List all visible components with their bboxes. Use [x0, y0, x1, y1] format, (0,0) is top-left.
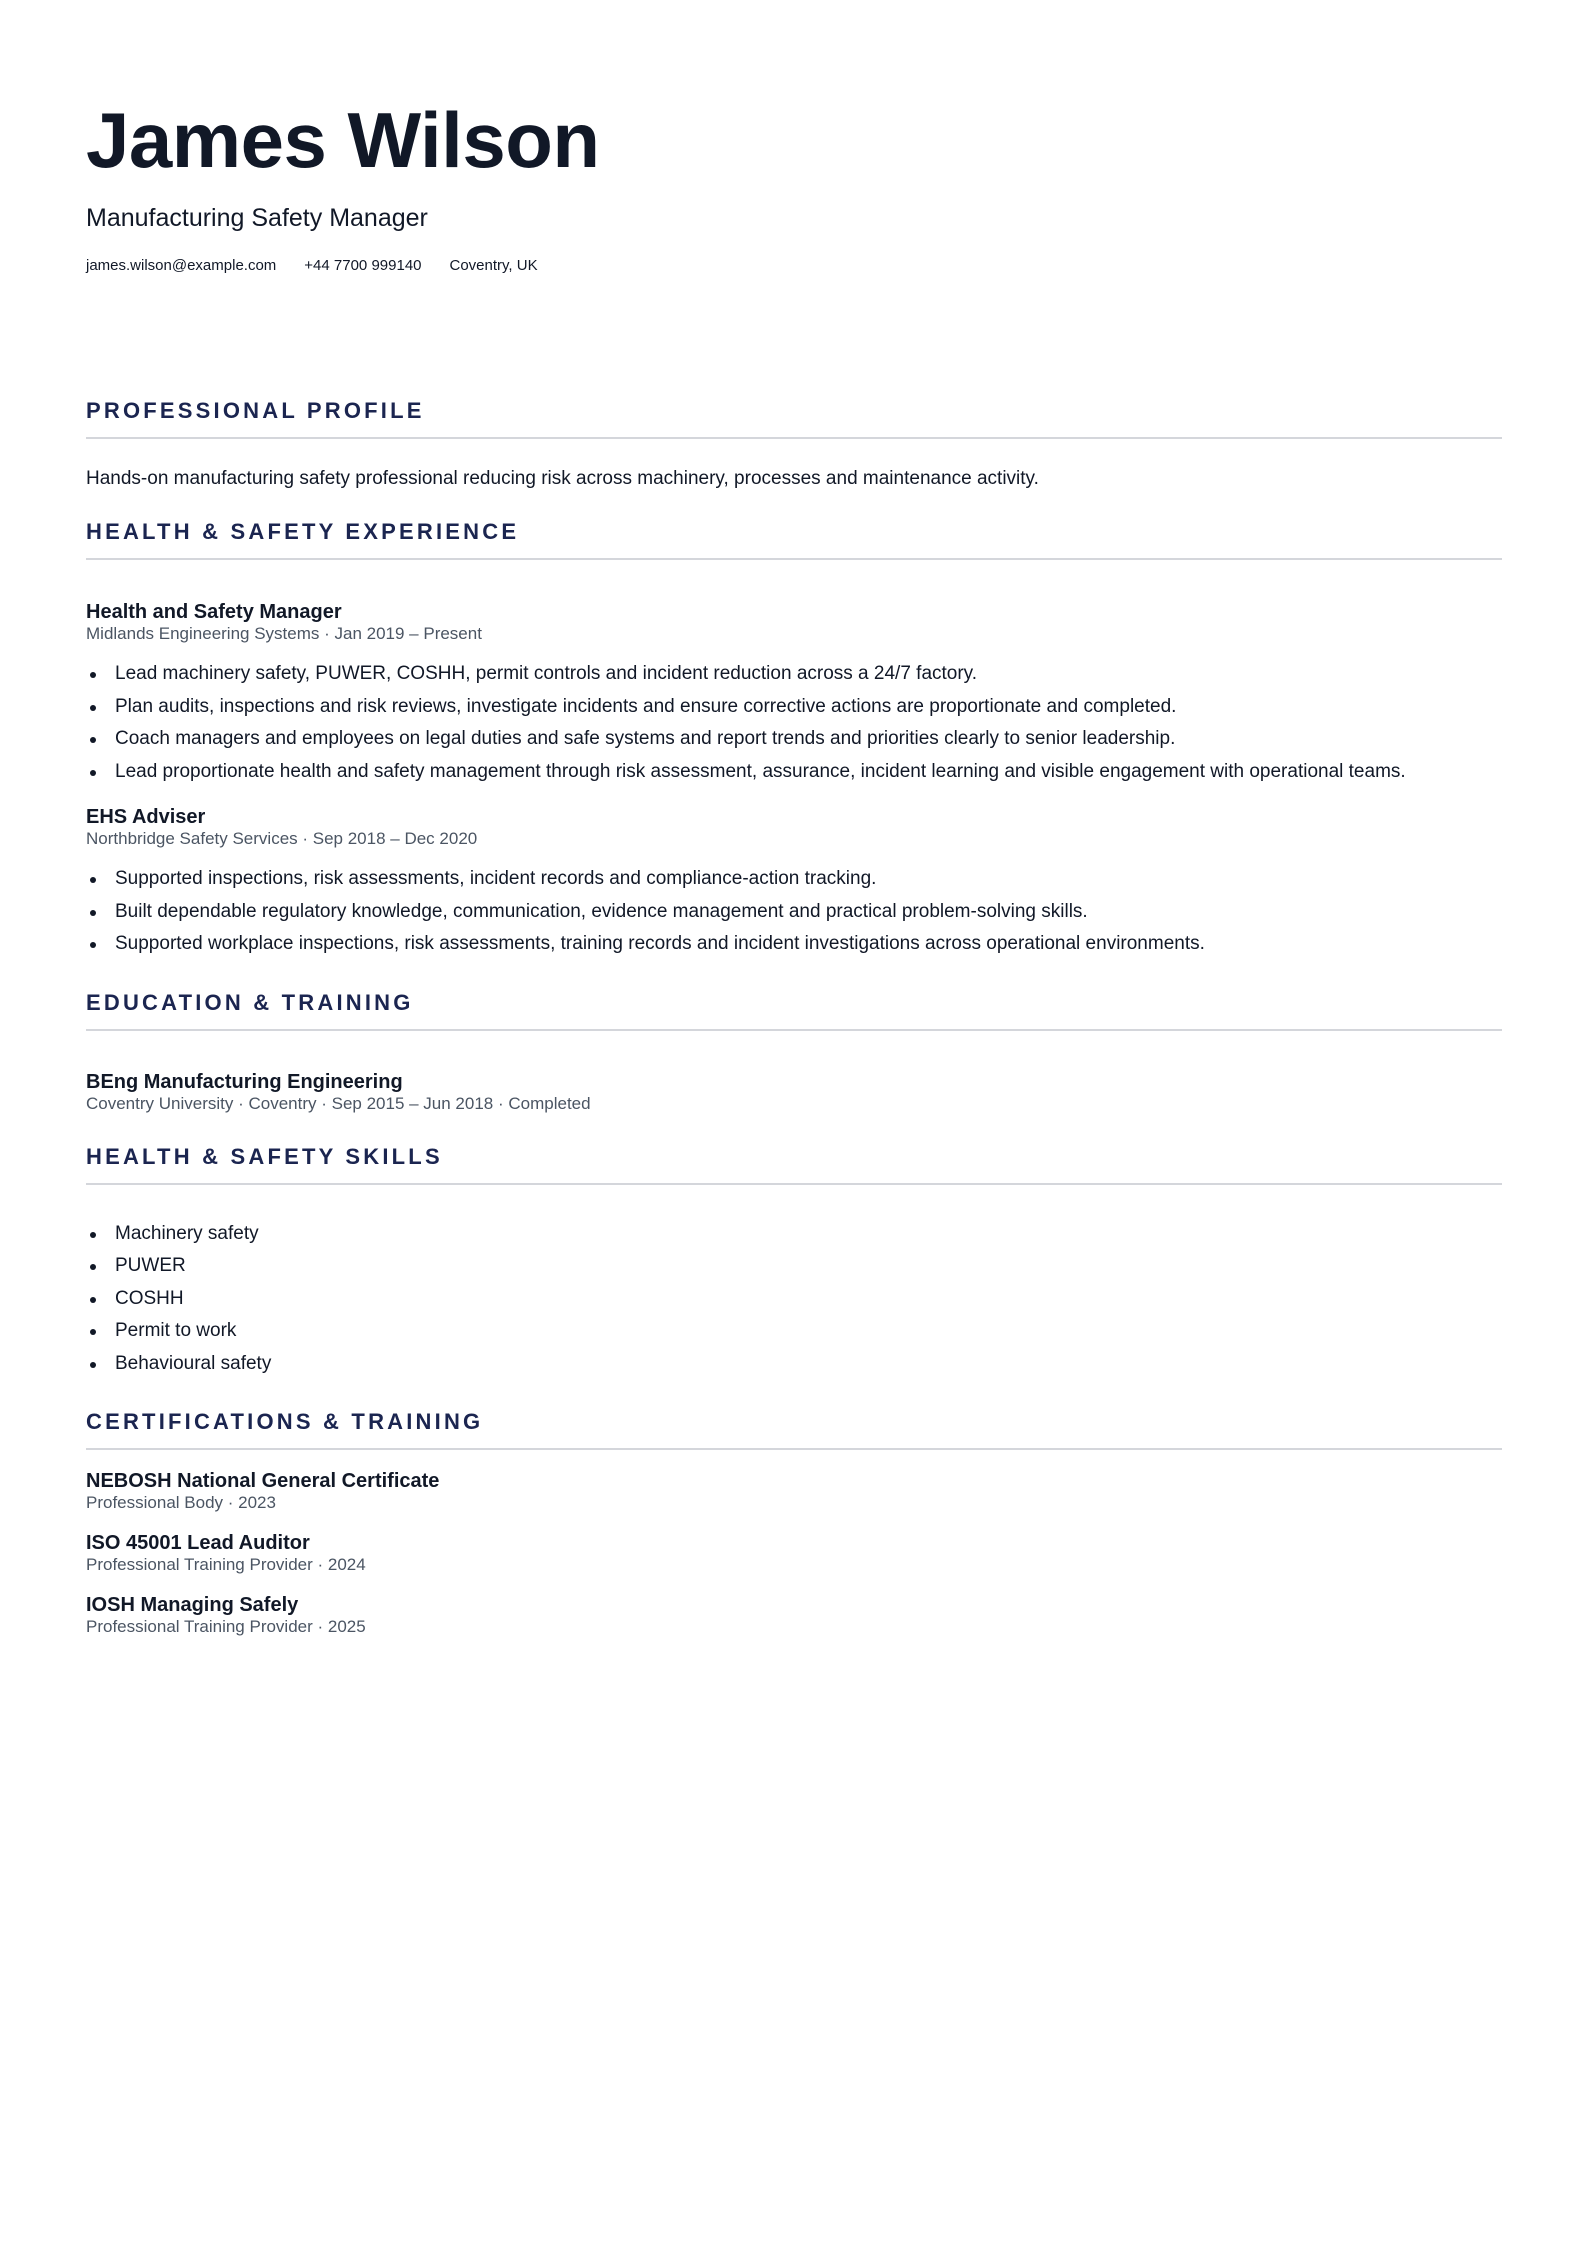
certification-entry: [86, 1593, 1502, 1637]
candidate-headline: Manufacturing Safety Manager: [86, 204, 428, 232]
list-item: Lead machinery safety, PUWER, COSHH, permit controls and incident reduction across a 24/7 factory.: [115, 658, 1502, 691]
section-certifications: [86, 1408, 1502, 1637]
job-bullets: [86, 658, 1502, 788]
certification-meta: Professional Body · 2023: [86, 1493, 276, 1512]
section-title-skills: HEALTH & SAFETY SKILLS: [86, 1143, 443, 1169]
resume-header: [86, 94, 1502, 276]
section-divider: [86, 558, 1502, 560]
education-title: BEng Manufacturing Engineering: [86, 1070, 403, 1093]
section-skills: [86, 1143, 1502, 1381]
certification-title: ISO 45001 Lead Auditor: [86, 1532, 310, 1554]
section-title-experience: HEALTH & SAFETY EXPERIENCE: [86, 519, 520, 544]
education-entry: [86, 1070, 1502, 1114]
job-entry: [86, 600, 1502, 788]
certification-meta: Professional Training Provider · 2024: [86, 1555, 366, 1574]
skill-item: PUWER: [115, 1250, 1502, 1283]
section-divider: [86, 1029, 1502, 1031]
section-divider: [86, 1183, 1502, 1185]
section-title-profile: PROFESSIONAL PROFILE: [86, 398, 425, 423]
job-meta: Northbridge Safety Services · Sep 2018 – Dec 2020: [86, 829, 478, 848]
profile-summary: Hands-on manufacturing safety professional reducing risk across machinery, processes and maintenance activity.: [86, 468, 1039, 489]
list-item: Coach managers and employees on legal duties and safe systems and report trends and priorities clearly to senior leadership.: [115, 723, 1502, 756]
section-divider: [86, 437, 1502, 439]
section-education: [86, 989, 1502, 1114]
certification-title: NEBOSH National General Certificate: [86, 1470, 440, 1492]
list-item: Built dependable regulatory knowledge, communication, evidence management and practical problem-solving skills.: [115, 896, 1502, 929]
section-title-education: EDUCATION & TRAINING: [86, 989, 414, 1015]
candidate-name: James Wilson: [86, 96, 600, 184]
contact-location: Coventry, UK: [449, 257, 538, 274]
contact-phone[interactable]: +44 7700 999140: [304, 257, 422, 274]
list-item: Plan audits, inspections and risk reviews, investigate incidents and ensure corrective actions are proportionate and completed.: [115, 691, 1502, 724]
contact-email[interactable]: james.wilson@example.com: [86, 257, 277, 274]
contact-row: [86, 256, 1502, 276]
job-bullets: [86, 863, 1502, 961]
certification-entry: [86, 1469, 1502, 1513]
skill-item: COSHH: [115, 1283, 1502, 1316]
education-meta: Coventry University · Coventry · Sep 2015 – Jun 2018 · Completed: [86, 1093, 591, 1113]
section-title-certifications: CERTIFICATIONS & TRAINING: [86, 1409, 484, 1434]
certification-entry: [86, 1531, 1502, 1575]
job-title: EHS Adviser: [86, 806, 206, 828]
certification-meta: Professional Training Provider · 2025: [86, 1617, 366, 1636]
list-item: Supported inspections, risk assessments, incident records and compliance-action tracking.: [115, 863, 1502, 896]
job-meta: Midlands Engineering Systems · Jan 2019 – Present: [86, 624, 482, 643]
section-divider: [86, 1448, 1502, 1450]
list-item: Supported workplace inspections, risk assessments, training records and incident investigations across operational environments.: [115, 928, 1502, 961]
job-title: Health and Safety Manager: [86, 601, 342, 623]
list-item: Lead proportionate health and safety management through risk assessment, assurance, incident learning and visible engagement with operational teams.: [115, 756, 1502, 789]
skill-item: Behavioural safety: [115, 1348, 1502, 1381]
section-profile: [86, 397, 1502, 492]
skill-item: Permit to work: [115, 1315, 1502, 1348]
job-entry: [86, 805, 1502, 961]
section-experience: [86, 518, 1502, 961]
skill-item: Machinery safety: [115, 1218, 1502, 1251]
certification-title: IOSH Managing Safely: [86, 1594, 299, 1616]
skills-list: [86, 1218, 1502, 1381]
